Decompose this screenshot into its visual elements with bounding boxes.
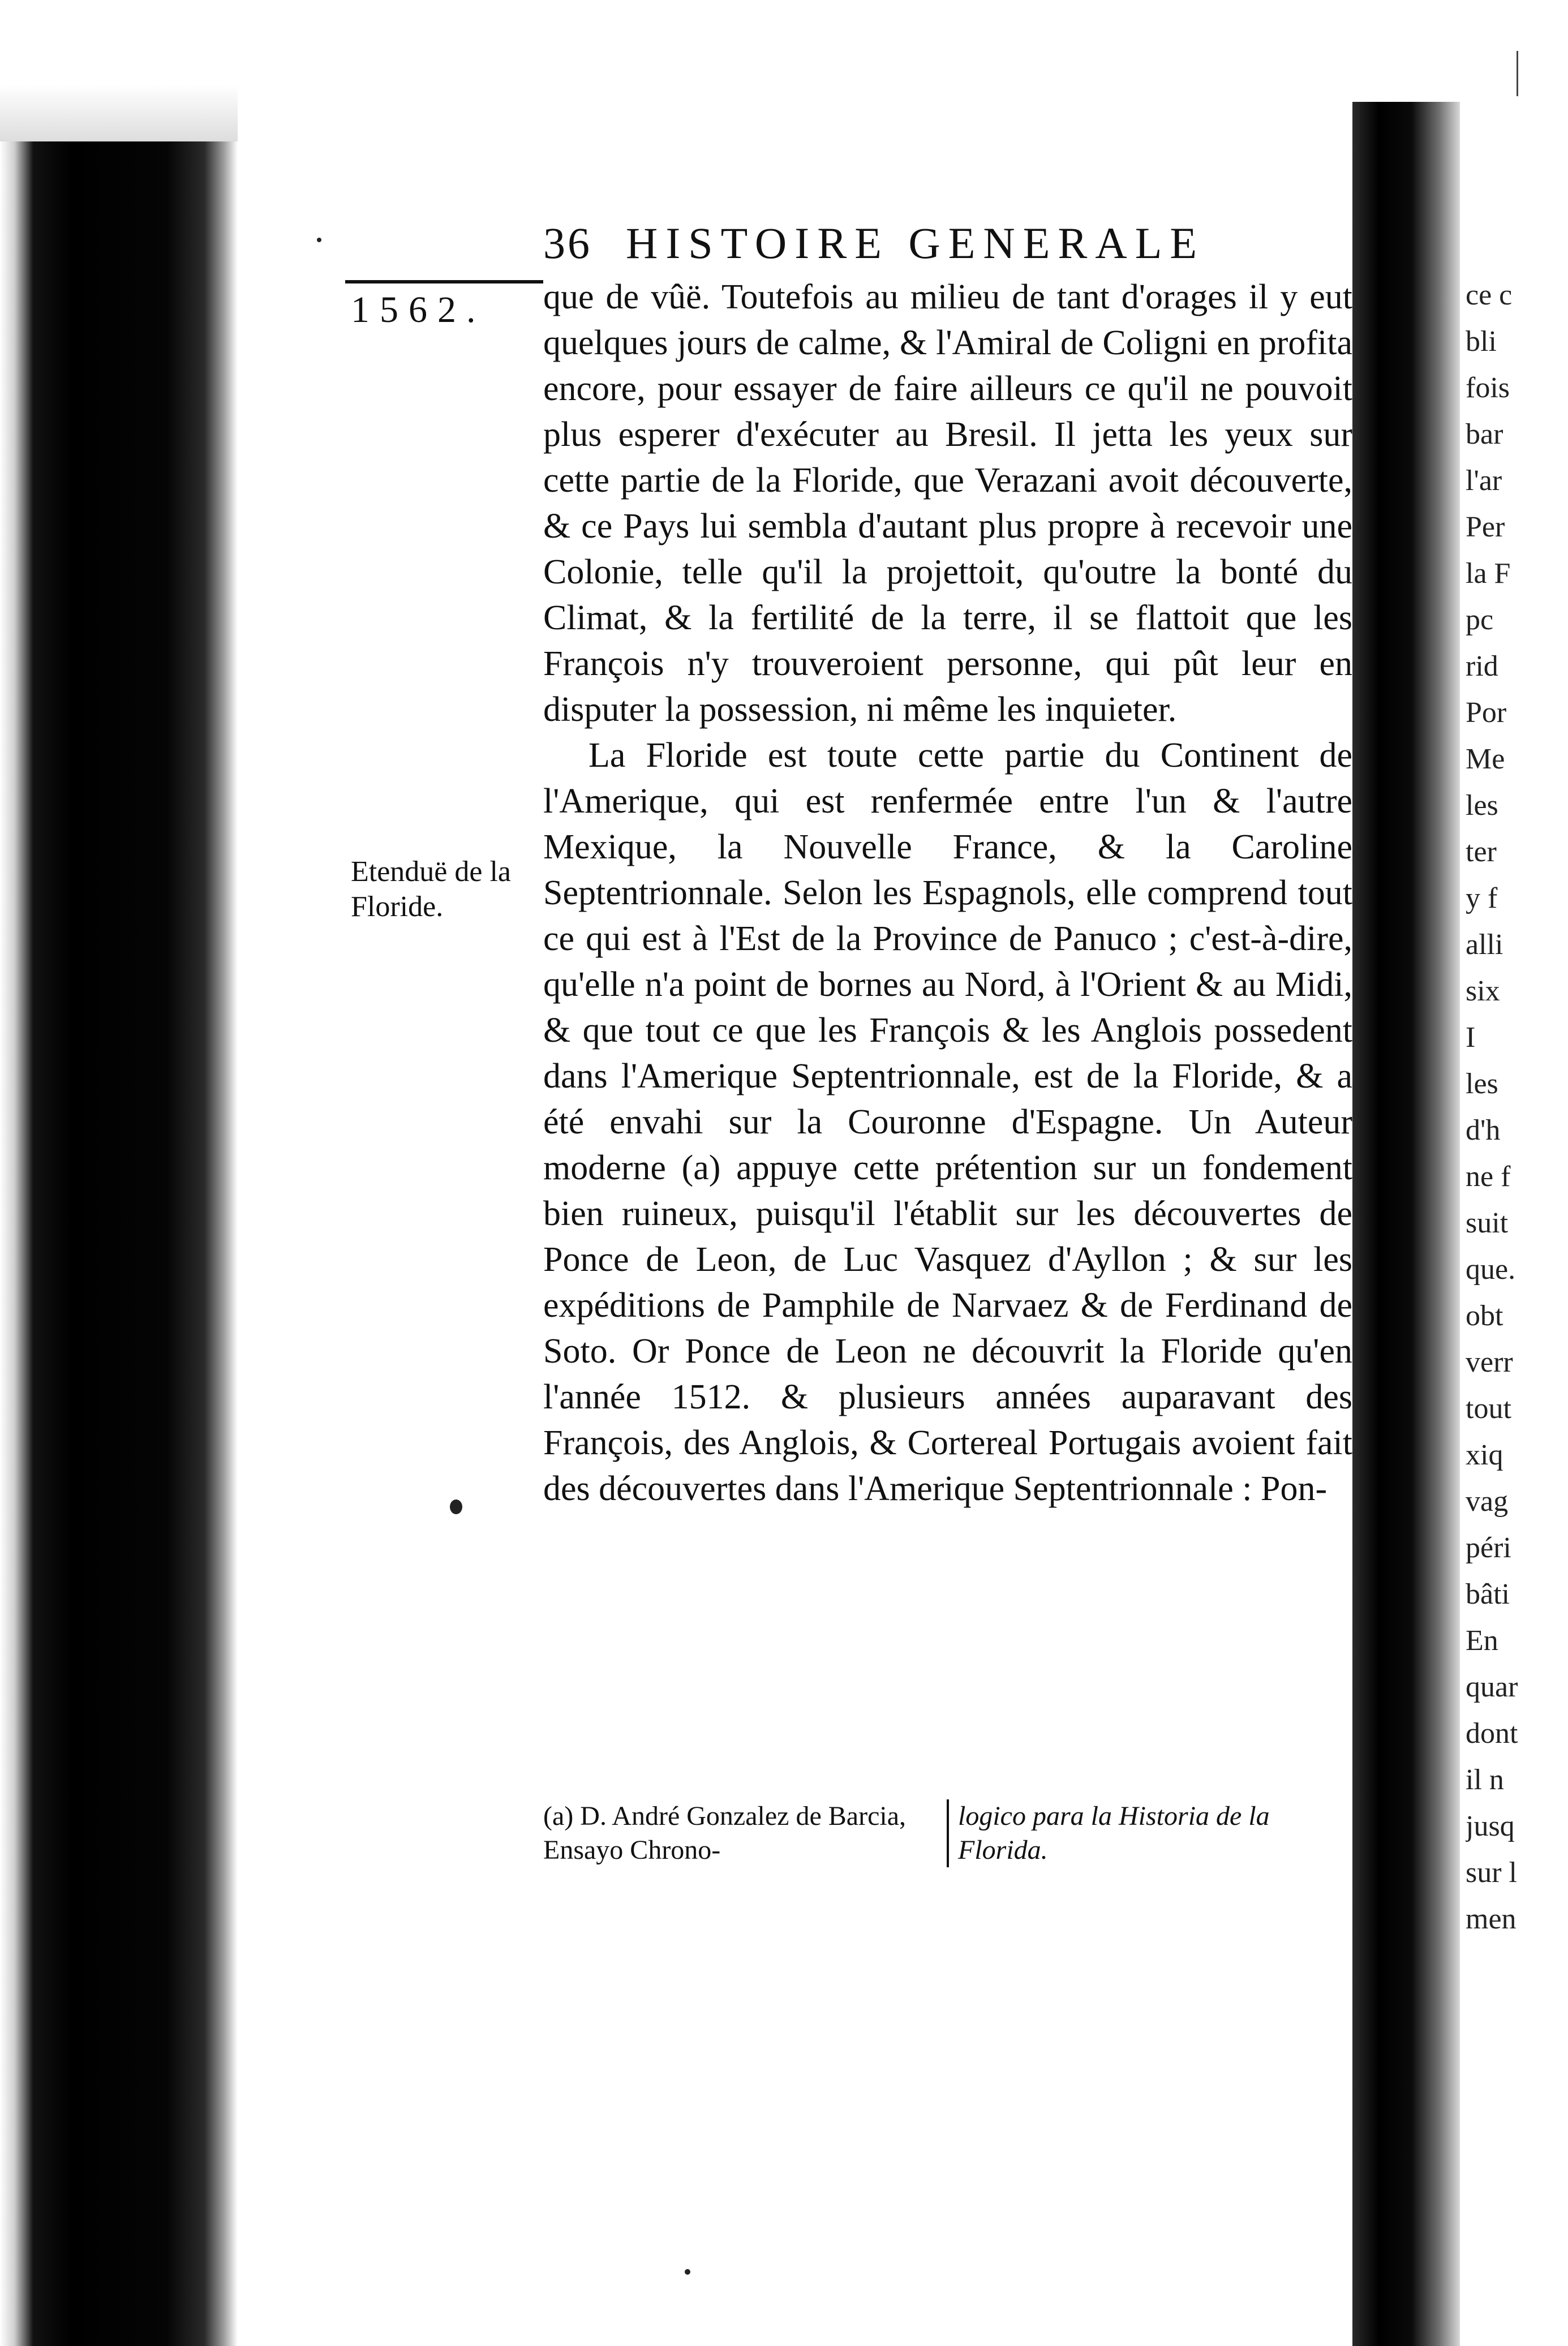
facing-page-word: il n	[1466, 1764, 1504, 1796]
facing-page-word: ne f	[1466, 1161, 1511, 1193]
binding-shadow-top	[0, 0, 238, 141]
binding-gutter-left	[0, 141, 238, 2346]
facing-page-word: xiq	[1466, 1439, 1503, 1471]
facing-page-word: tout	[1466, 1393, 1511, 1425]
facing-page-word: les	[1466, 789, 1498, 822]
facing-page-word: péri	[1466, 1532, 1511, 1564]
facing-page-word: suit	[1466, 1207, 1509, 1239]
facing-page-word: bar	[1466, 418, 1503, 450]
facing-page-word: obt	[1466, 1300, 1503, 1332]
facing-page-word: jusq	[1466, 1810, 1515, 1842]
facing-page-word: pc	[1466, 604, 1494, 636]
footnote-divider	[947, 1799, 949, 1867]
ink-speck	[450, 1499, 462, 1514]
ink-speck	[317, 238, 321, 242]
running-header	[543, 218, 1205, 269]
margin-rule	[345, 280, 543, 283]
page-number: 36	[543, 218, 592, 268]
facing-page-word: la F	[1466, 557, 1511, 590]
paragraph-1: que de vûë. Toutefois au milieu de tant d'orages il y eut quelques jours de calme, & l'Amiral de Coligni en profita encore, pour essayer de faire ailleurs ce qu'il ne pouvoit plus esperer d'exécuter au Bresil. Il jetta les yeux sur cette partie de la Floride, que Verazani avoit découverte, & ce Pays lui sembla d'autant plus propre à recevoir une Colonie, telle qu'il la projettoit, qu'outre la bonté du Climat, & la fertilité de la terre, il se flattoit que les François n'y trouveroient personne, qui pût leur en disputer la possession, ni même les inquieter.	[543, 278, 1352, 729]
facing-page-word: que.	[1466, 1253, 1516, 1286]
facing-page-word: les	[1466, 1068, 1498, 1100]
facing-page-word: verr	[1466, 1346, 1513, 1378]
ink-speck	[685, 2269, 690, 2275]
facing-page-word: ce c	[1466, 279, 1513, 311]
facing-page-word: sur l	[1466, 1857, 1517, 1889]
facing-page-word: alli	[1466, 929, 1503, 961]
facing-page-word: bli	[1466, 325, 1497, 358]
facing-page-word: quar	[1466, 1671, 1518, 1703]
facing-page-word: En	[1466, 1625, 1498, 1657]
paragraph-2: La Floride est toute cette partie du Continent de l'Amerique, qui est renfermée entre l'un & l'autre Mexique, la Nouvelle France, & la Caroline Septentrionnale. Selon les Espagnols, elle comprend tout ce qui est à l'Est de la Province de Panuco ; c'est-à-dire, qu'elle n'a point de bornes au Nord, à l'Orient & au Midi, & que tout ce que les François & les Anglois possedent dans l'Amerique Septentrionnale, est de la Floride, & a été envahi sur la Couronne d'Espagne. Un Auteur moderne (a) appuye cette prétention sur un fondement bien ruineux, puisqu'il l'établit sur les découvertes de Ponce de Leon, de Luc Vasquez d'Ayllon ; & sur les expéditions de Pamphile de Narvaez & de Ferdinand de Soto. Or Ponce de Leon ne découvrit la Floride qu'en l'année 1512. & plusieurs années auparavant des François, des Anglois, & Cortereal Portugais avoient fait des découvertes dans l'Amerique Septentrionnale : Pon-	[543, 736, 1352, 1508]
main-text	[543, 274, 1352, 1512]
footnotes	[543, 1799, 1352, 1867]
facing-page-word: Por	[1466, 697, 1507, 729]
facing-page-word: l'ar	[1466, 465, 1502, 497]
footnote-left: (a) D. André Gonzalez de Barcia, Ensayo Chrono-	[543, 1801, 907, 1865]
running-title: HISTOIRE GENERALE	[626, 218, 1205, 268]
facing-page-word: Per	[1466, 511, 1505, 543]
facing-page-word: ter	[1466, 836, 1497, 868]
margin-note: Etenduë de la Floride.	[351, 856, 511, 923]
footnote-right: logico para la Historia de la Florida.	[958, 1801, 1270, 1865]
facing-page-word: y f	[1466, 882, 1498, 914]
facing-page-word: Me	[1466, 743, 1505, 775]
facing-page-mark	[1517, 51, 1518, 96]
facing-page-word: I	[1466, 1021, 1476, 1054]
facing-page-word: fois	[1466, 372, 1510, 404]
facing-page-word: d'h	[1466, 1114, 1501, 1146]
facing-page-word: men	[1466, 1903, 1517, 1935]
facing-page-word: dont	[1466, 1717, 1518, 1750]
facing-page-word: vag	[1466, 1485, 1509, 1518]
margin-year: 1562.	[351, 289, 486, 330]
facing-page-word: six	[1466, 975, 1500, 1007]
facing-page-word: rid	[1466, 650, 1498, 682]
binding-gutter-right	[1352, 102, 1460, 2346]
facing-page-word: bâti	[1466, 1578, 1510, 1610]
